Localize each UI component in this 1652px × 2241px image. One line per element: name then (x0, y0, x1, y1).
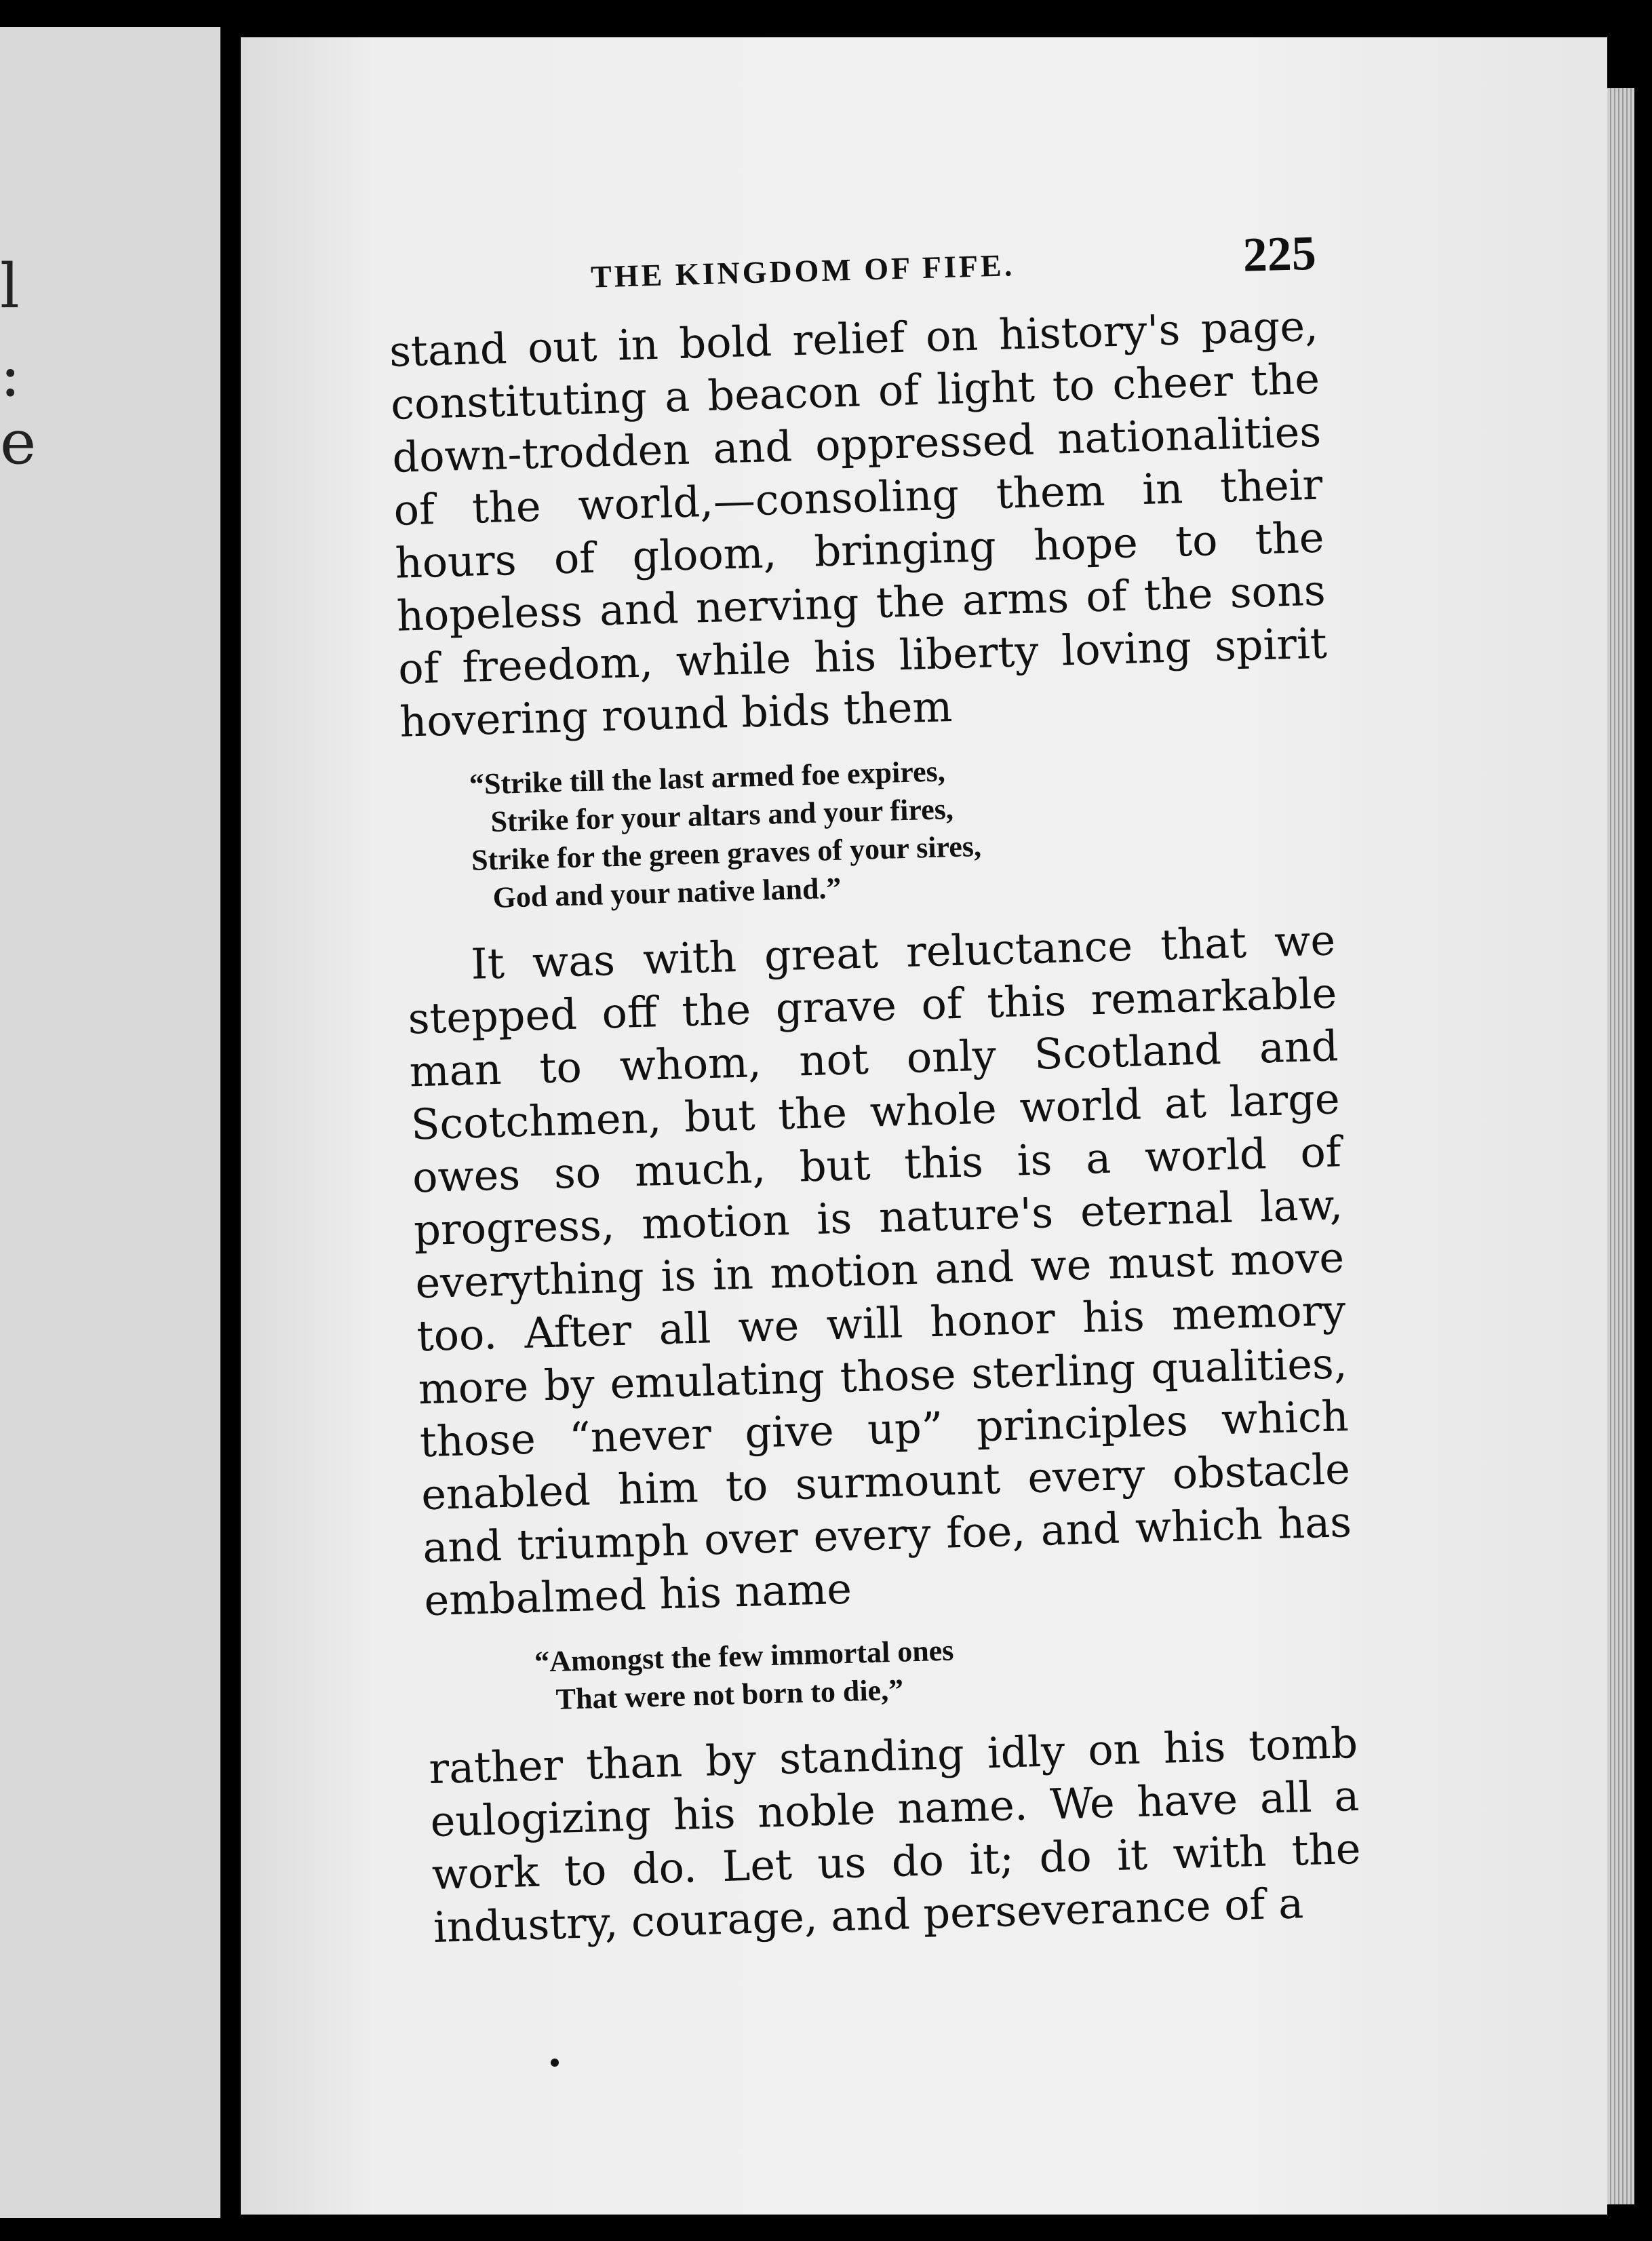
ink-speck (551, 2059, 559, 2067)
verse-line: That were not born to die,” (555, 1673, 904, 1716)
verse-line: “Strike till the last armed foe expires, (469, 754, 946, 801)
verse-line: “Amongst the few immortal ones (534, 1633, 954, 1679)
paragraph: stand out in bold relief on history's page, constituting a beacon of light to cheer the down-trodden and oppressed nationalities of the world,—consoling them in their hours of gloom, bringing hope to the hopeless and nerving the arms of the sons of freedom, while his liberty loving spirit hovering round bids them (389, 300, 1328, 747)
verse-line: Strike for your altars and your fires, (490, 792, 954, 839)
paragraph: It was with great reluctance that we stepped off the grave of this remarkable man to whom, not only Scotland and Scotchmen, but the whole world at large owes so much, but this is a world of progress, motion is nature's eternal law, everything is in motion and we must move too. After all we will honor his memory more by emulating those sterling qualities, those “never give up” principles which enabled him to surmount every obstacle and triumph over every foe, and which has embalmed his name (407, 915, 1352, 1626)
paragraph: rather than by standing idly on his tomb eulogizing his noble name. We have all a work to do. Let us do it; do it with the industry, courage, and perseverance of a (428, 1717, 1362, 1953)
left-page-fragment (0, 27, 220, 2218)
left-page-letter: : (0, 339, 21, 410)
page-text-block (387, 225, 1363, 1954)
verse-line: Strike for the green graves of your sires, (471, 829, 982, 877)
running-head-title: THE KINGDOM OF FIFE. (590, 248, 1015, 294)
page-edge (1607, 88, 1634, 2204)
page-number: 225 (1242, 225, 1317, 282)
left-page-letter: l (0, 251, 20, 322)
verse-quote (469, 741, 1334, 917)
verse-line: God and your native land.” (492, 871, 842, 914)
left-page-letter: e (0, 407, 37, 478)
verse-quote (534, 1620, 1356, 1719)
